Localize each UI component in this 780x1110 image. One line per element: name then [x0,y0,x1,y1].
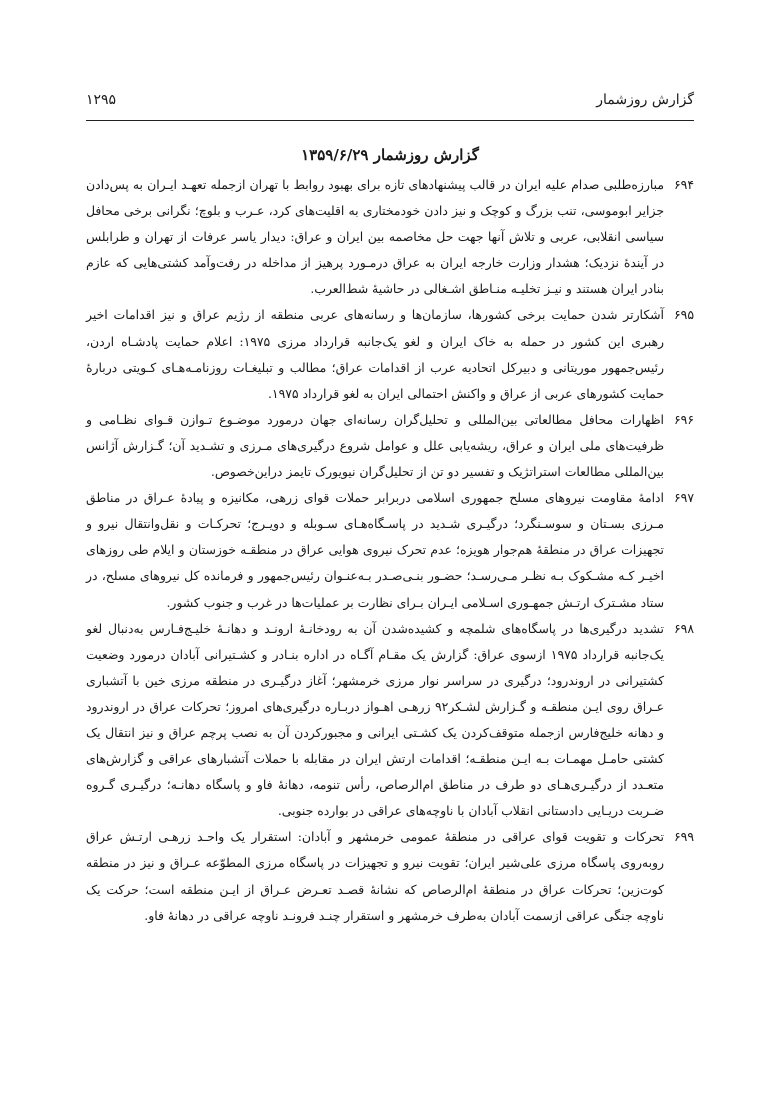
entry-text: اظهارات محافل مطالعاتی بین‌المللی و تحلیل‌گران رسانه‌ای جهان درمورد موضـوع تـوازن قـوای نظـامی و ظرفیت‌های ملی ایران و عراق، ریشه‌یابی علل و عوامل شروع درگیری‌های مـرزی و تشـدید آن؛ گـزارش آژانس بین‌المللی مطالعات استراتژیک و تفسیر دو تن از تحلیل‌گران نیویورک تایمز دراین‌خصوص. [86,411,664,480]
entry-number: ۶۹۶ [674,411,694,427]
entry-694 [86,172,694,302]
entry-list [86,172,694,929]
entry-number: ۶۹۹ [674,829,694,845]
running-header [86,92,694,116]
entry-number: ۶۹۴ [674,177,694,192]
report-title: گزارش روزشمار ۱۳۵۹/۶/۲۹ [301,146,479,164]
entry-number: ۶۹۸ [674,620,694,636]
entry-number: ۶۹۵ [674,307,694,323]
entry-695 [86,302,694,406]
entry-text: آشکارتر شدن حمایت برخی کشورها، سازمان‌ها و رسانه‌های عربی منطقه از رژیم عراق و نیز اقدامات اخیر رهبری این کشور در حمله به خاک ایران و لغو یک‌جانبه قرارداد مرزی ۱۹۷۵: اعلام حمایت پادشـاه اردن، رئیس‌جمهور موریتانی و دبیرکل اتحادیه عرب از اقدامات عراق؛ مطالب و تبلیغـات روزنامـه‌هـای کـویتی دربارهٔ حمایت کشورهای عربی از عراق و واکنش احتمالی ایران به لغو قرارداد ۱۹۷۵. [86,307,665,401]
entry-text: تشدید درگیری‌ها در پاسگاه‌های شلمچه و کشیده‌شدن آن به رودخانـهٔ ارونـد و دهانـهٔ خلیـج‌فـارس به‌دنبال لغو یک‌جانبه قرارداد ۱۹۷۵ ازسوی عراق: گزارش یک مقـام آگـاه در اداره بنـادر و کشـتیرانی آبادان درمورد وضعیت کشتیرانی در اروندرود؛ درگیری در سراسر نوار مرزی خرمشهر؛ آغاز درگیـری در منطقه مرزی خین با آتشباری عـراق روی ایـن منطقـه و گـزارش لشـکر۹۲ زرهـی اهـواز دربـاره درگیری‌های امروز؛ تحرکات عراق در اروندرود و دهانه خلیج‌فارس ازجمله متوقف‌کردن یک کشـتی ایرانی و مجبورکردن آن به نصب پرچم عراق و نیز انتقال یک کشتی حامـل مهمـات بـه ایـن منطقـه؛ اقدامات ارتش ایران در مقابله با حملات آتشبارهای عراقی و گزارش‌های متعـدد از درگیـری‌هـای دو طرف در مناطق ام‌الرصاص، رأس تنومه، دهانهٔ فاو و پاسگاه دهانـه؛ درگیـری گـروه ضـربت دریـایی دادستانی انقلاب آبادان با ناوچه‌های عراقی در بوارده جنوبی. [86,620,664,819]
entry-text: مبارزه‌طلبی صدام علیه ایران در قالب پیشنهادهای تازه برای بهبود روابط با تهران ازجمله تعهـد ایـران به پس‌دادن جزایر ابوموسی، تنب بزرگ و کوچک و نیز دادن خودمختاری به اقلیت‌های کرد، عـرب و بلوچ؛ نگرانی برخی محافل سیاسی انقلابی، عربی و تلاش آنها جهت حل مخاصمه بین ایران و عراق: دیدار یاسر عرفات از تهران و طرابلس در آیندهٔ نزدیک؛ هشدار وزارت خارجه ایران به عراق درمـورد پرهیز از مداخله در رفت‌وآمد کشتی‌هایی که عازم بنادر ایران هستند و نیـز تخلیـه منـاطق اشـغالی در حاشیهٔ شط‌العرب. [86,177,664,297]
entry-text: تحرکات و تقویت قوای عراقی در منطقهٔ عمومی خرمشهر و آبادان: استقرار یک واحـد زرهـی ارتـش عراق روبه‌روی پاسگاه مرزی علی‌شیر ایران؛ تقویت نیرو و تجهیزات در پاسگاه مرزی المطوّعه عـراق و نیز در منطقه کوت‌زین؛ تحرکات عراق در منطقهٔ ام‌الرصاص که نشانهٔ قصـد تعـرض عـراق از ایـن منطقه است؛ حرکت یک ناوچه جنگی عراقی ازسمت آبادان به‌طرف خرمشهر و استقرار چنـد فرونـد ناوچه عراقی در دهانهٔ فاو. [86,829,664,923]
section-title: گزارش روزشمار [596,92,694,108]
entry-text: ادامهٔ مقاومت نیروهای مسلح جمهوری اسلامی دربرابر حملات قوای زرهی، مکانیزه و پیادهٔ عـراق در مناطق مـرزی بسـتان و سوسـنگرد؛ درگیـری شـدید در پاسـگاه‌هـای سـوبله و دویـرج؛ تحرکـات و نقل‌وانتقال نیرو و تجهیزات عراق در منطقهٔ هم‌جوار هویزه؛ عدم تحرک نیروی هوایی عراق در منطقـه خوزستان و ایلام طی روزهای اخیـر کـه مشـکوک بـه نظـر مـی‌رسـد؛ حضـور بنـی‌صـدر بـه‌عنـوان رئیس‌جمهور و فرمانده کل نیروهای مسلح، در ستاد مشـترک ارتـش جمهـوری اسـلامی ایـران بـرای نظارت بر عملیات‌ها در غرب و جنوب کشور. [86,490,664,610]
entry-number: ۶۹۷ [674,490,694,506]
page-number: ۱۲۹۵ [86,92,117,108]
entry-699 [86,824,694,928]
header-divider [86,120,694,121]
entry-696 [86,407,694,485]
entry-697 [86,485,694,615]
entry-698 [86,616,694,825]
